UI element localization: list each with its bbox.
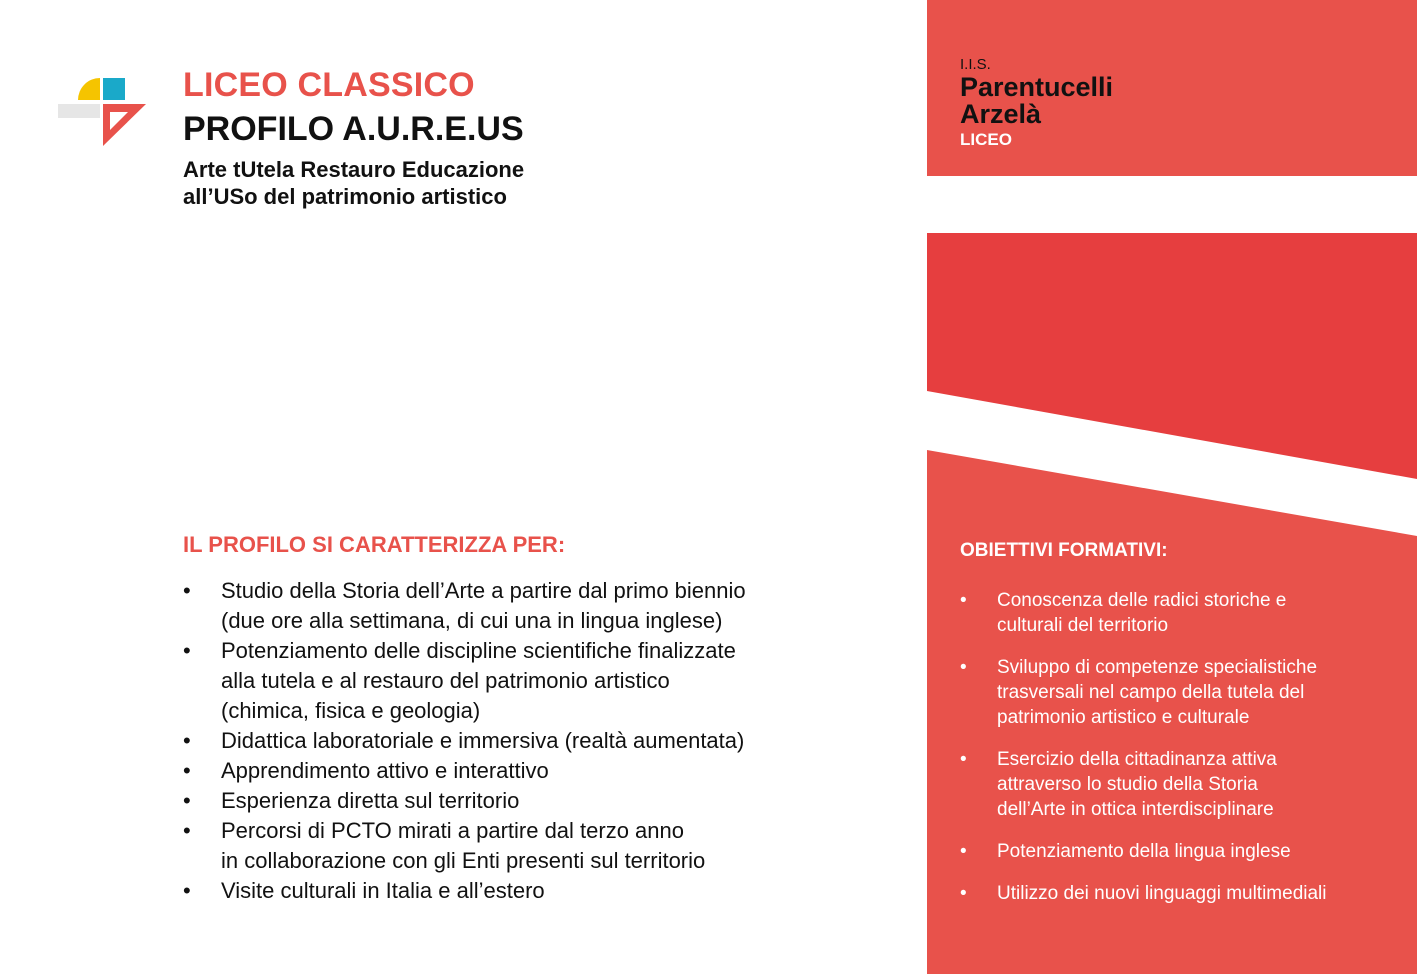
- list-item: [960, 747, 1400, 822]
- bullet-icon: •: [183, 788, 191, 813]
- profile-title: PROFILO A.U.R.E.US: [183, 110, 524, 148]
- list-item-text: Conoscenza delle radici storiche e: [997, 590, 1287, 611]
- brand-name: [960, 74, 1113, 128]
- list-item: [960, 839, 1400, 864]
- list-item: [183, 576, 883, 636]
- bullet-icon: •: [960, 883, 967, 904]
- brand-name-line: Arzelà: [960, 99, 1042, 129]
- list-item-text: Didattica laboratoriale e immersiva (realtà aumentata): [221, 728, 745, 753]
- list-item: [183, 876, 883, 906]
- list-item-text: in collaborazione con gli Enti presenti sul territorio: [221, 848, 706, 873]
- list-item: [960, 881, 1400, 906]
- bullet-icon: •: [183, 878, 191, 903]
- subtitle-line: all’USo del patrimonio artistico: [183, 184, 507, 209]
- list-item: [183, 786, 883, 816]
- bullet-icon: •: [960, 749, 967, 770]
- list-item: [183, 726, 883, 756]
- list-item: [183, 636, 883, 726]
- list-item-text: Sviluppo di competenze specialistiche: [997, 657, 1318, 678]
- bullet-icon: •: [960, 590, 967, 611]
- bullet-icon: •: [183, 638, 191, 663]
- brand-panel: [927, 0, 1417, 176]
- bullet-icon: •: [960, 657, 967, 678]
- list-item-text: attraverso lo studio della Storia: [997, 774, 1258, 795]
- brand-liceo: LICEO: [960, 130, 1012, 149]
- bullet-icon: •: [183, 758, 191, 783]
- list-item: [183, 816, 883, 876]
- list-item-text: patrimonio artistico e culturale: [997, 707, 1250, 728]
- list-item-text: Apprendimento attivo e interattivo: [221, 758, 549, 783]
- list-item-text: dell’Arte in ottica interdisciplinare: [997, 799, 1274, 820]
- list-item-text: alla tutela e al restauro del patrimonio artistico: [221, 668, 670, 693]
- brand-prefix: I.I.S.: [960, 56, 991, 73]
- subtitle: [183, 156, 524, 210]
- subtitle-line: Arte tUtela Restauro Educazione: [183, 157, 525, 182]
- list-item-text: trasversali nel campo della tutela del: [997, 682, 1305, 703]
- objectives-list: [960, 588, 1400, 906]
- list-item-text: Percorsi di PCTO mirati a partire dal terzo anno: [221, 818, 684, 843]
- list-item-text: culturali del territorio: [997, 615, 1169, 636]
- list-item: [960, 588, 1400, 638]
- list-item-text: Utilizzo dei nuovi linguaggi multimediali: [997, 883, 1327, 904]
- list-item-text: (chimica, fisica e geologia): [221, 698, 481, 723]
- list-item-text: Studio della Storia dell’Arte a partire dal primo biennio: [221, 578, 746, 603]
- brand-name-line: Parentucelli: [960, 72, 1114, 102]
- bullet-icon: •: [183, 728, 191, 753]
- list-item-text: Visite culturali in Italia e all’estero: [221, 878, 545, 903]
- objectives-panel: [960, 540, 1400, 923]
- bullet-icon: •: [960, 841, 967, 862]
- list-item-text: Esercizio della cittadinanza attiva: [997, 749, 1277, 770]
- school-logo-icon: [58, 76, 148, 148]
- profile-list: [183, 576, 883, 906]
- list-item-text: Potenziamento delle discipline scientifiche finalizzate: [221, 638, 736, 663]
- list-item-text: (due ore alla settimana, di cui una in lingua inglese): [221, 608, 723, 633]
- profile-heading: IL PROFILO SI CARATTERIZZA PER:: [183, 532, 566, 557]
- list-item-text: Esperienza diretta sul territorio: [221, 788, 520, 813]
- list-item: [183, 756, 883, 786]
- bullet-icon: •: [183, 818, 191, 843]
- list-item: [960, 655, 1400, 730]
- list-item-text: Potenziamento della lingua inglese: [997, 841, 1291, 862]
- objectives-heading: OBIETTIVI FORMATIVI:: [960, 540, 1168, 561]
- page-title: LICEO CLASSICO: [183, 66, 475, 104]
- bullet-icon: •: [183, 578, 191, 603]
